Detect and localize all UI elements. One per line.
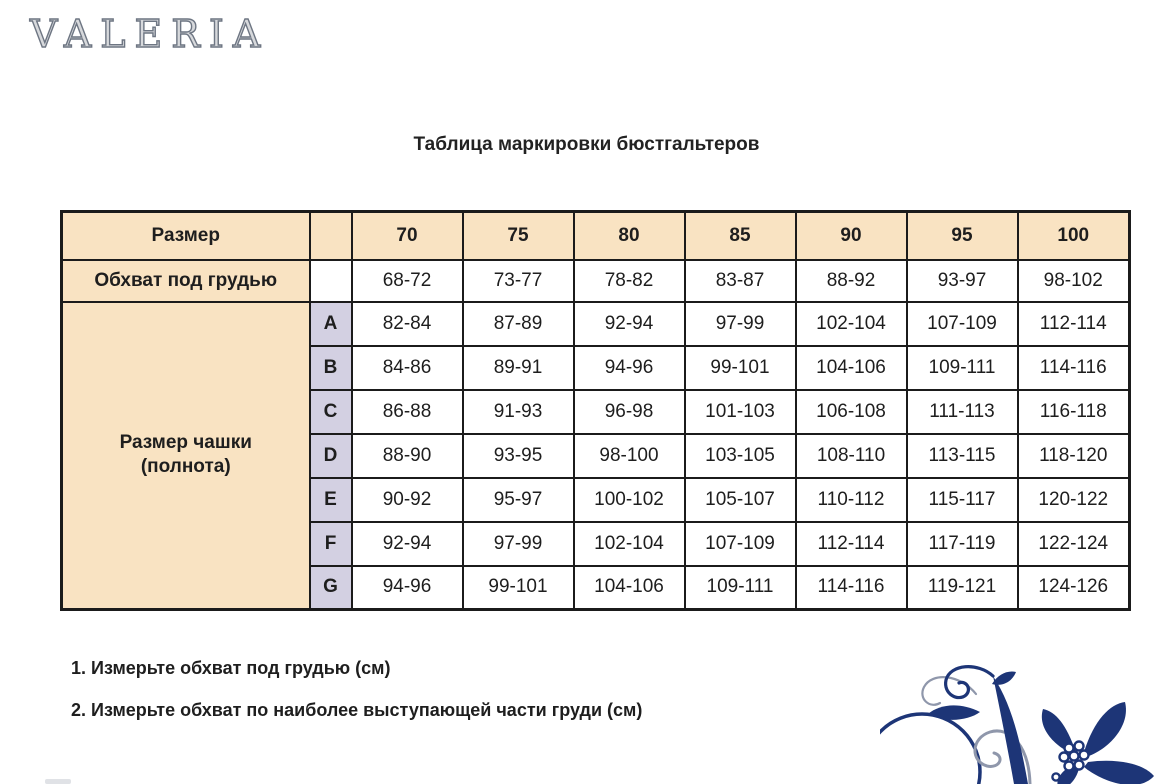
cup-letter: B bbox=[310, 346, 352, 390]
size-col-header: 100 bbox=[1018, 212, 1130, 260]
cup-value: 114-116 bbox=[796, 566, 907, 610]
size-header-row bbox=[62, 212, 1130, 260]
cup-value: 84-86 bbox=[352, 346, 463, 390]
floral-ornament bbox=[880, 660, 1173, 784]
spacer-cell bbox=[310, 260, 352, 302]
cup-value: 118-120 bbox=[1018, 434, 1130, 478]
cup-label-line1: Размер чашки bbox=[119, 432, 252, 454]
flower-petal-se bbox=[1084, 761, 1154, 784]
cup-value: 112-114 bbox=[1018, 302, 1130, 346]
ornament-leaf-top bbox=[992, 672, 1016, 685]
bra-size-chart-table bbox=[60, 210, 1131, 611]
underbust-value: 83-87 bbox=[685, 260, 796, 302]
cup-value: 91-93 bbox=[463, 390, 574, 434]
measurement-instructions bbox=[71, 659, 642, 743]
size-col-header: 85 bbox=[685, 212, 796, 260]
corner-spacer-cell bbox=[310, 212, 352, 260]
cup-value: 104-106 bbox=[574, 566, 685, 610]
cup-letter: F bbox=[310, 522, 352, 566]
cup-value: 86-88 bbox=[352, 390, 463, 434]
cup-value: 107-109 bbox=[685, 522, 796, 566]
underbust-value: 93-97 bbox=[907, 260, 1018, 302]
cup-value: 99-101 bbox=[685, 346, 796, 390]
cup-value: 93-95 bbox=[463, 434, 574, 478]
cup-value: 94-96 bbox=[574, 346, 685, 390]
cup-row-A bbox=[62, 302, 1130, 346]
cup-value: 108-110 bbox=[796, 434, 907, 478]
cup-value: 90-92 bbox=[352, 478, 463, 522]
cup-value: 119-121 bbox=[907, 566, 1018, 610]
underbust-value: 68-72 bbox=[352, 260, 463, 302]
cup-value: 88-90 bbox=[352, 434, 463, 478]
cup-letter: G bbox=[310, 566, 352, 610]
cup-value: 96-98 bbox=[574, 390, 685, 434]
cup-value: 106-108 bbox=[796, 390, 907, 434]
cup-value: 120-122 bbox=[1018, 478, 1130, 522]
cup-value: 122-124 bbox=[1018, 522, 1130, 566]
underbust-value: 88-92 bbox=[796, 260, 907, 302]
cup-value: 109-111 bbox=[685, 566, 796, 610]
cup-value: 82-84 bbox=[352, 302, 463, 346]
underbust-row-label: Обхват под грудью bbox=[62, 260, 310, 302]
flower-petal-ne bbox=[1084, 702, 1126, 757]
cup-value: 102-104 bbox=[574, 522, 685, 566]
size-col-header: 80 bbox=[574, 212, 685, 260]
size-col-header: 90 bbox=[796, 212, 907, 260]
cup-value: 105-107 bbox=[685, 478, 796, 522]
underbust-value: 98-102 bbox=[1018, 260, 1130, 302]
cup-value: 92-94 bbox=[574, 302, 685, 346]
cup-value: 98-100 bbox=[574, 434, 685, 478]
cup-letter: A bbox=[310, 302, 352, 346]
cup-size-merged-label bbox=[62, 302, 310, 610]
cup-value: 95-97 bbox=[463, 478, 574, 522]
page-title: Таблица маркировки бюстгальтеров bbox=[413, 134, 760, 155]
size-col-header: 75 bbox=[463, 212, 574, 260]
cup-value: 107-109 bbox=[907, 302, 1018, 346]
cup-value: 112-114 bbox=[796, 522, 907, 566]
cup-value: 97-99 bbox=[463, 522, 574, 566]
cup-letter: E bbox=[310, 478, 352, 522]
cup-value: 109-111 bbox=[907, 346, 1018, 390]
cup-label-line2: (полнота) bbox=[140, 456, 231, 478]
cup-value: 110-112 bbox=[796, 478, 907, 522]
underbust-value: 78-82 bbox=[574, 260, 685, 302]
cup-value: 104-106 bbox=[796, 346, 907, 390]
cup-letter: D bbox=[310, 434, 352, 478]
instruction-step-2: 2. Измерьте обхват по наиболее выступающей части груди (см) bbox=[71, 700, 643, 720]
cup-value: 124-126 bbox=[1018, 566, 1130, 610]
cup-value: 103-105 bbox=[685, 434, 796, 478]
cup-value: 99-101 bbox=[463, 566, 574, 610]
cup-value: 89-91 bbox=[463, 346, 574, 390]
brand-logo: VALERIA bbox=[30, 12, 270, 56]
cup-value: 115-117 bbox=[907, 478, 1018, 522]
cup-value: 100-102 bbox=[574, 478, 685, 522]
instruction-step-1: 1. Измерьте обхват под грудью (см) bbox=[71, 658, 391, 678]
cup-value: 87-89 bbox=[463, 302, 574, 346]
underbust-row bbox=[62, 260, 1130, 302]
ornament-circle-swirl bbox=[880, 714, 980, 784]
size-row-label: Размер bbox=[62, 212, 310, 260]
cup-value: 101-103 bbox=[685, 390, 796, 434]
size-col-header: 70 bbox=[352, 212, 463, 260]
cropped-text-fragment bbox=[45, 779, 71, 784]
cup-value: 102-104 bbox=[796, 302, 907, 346]
ornament-leaf-left bbox=[928, 705, 980, 719]
cup-value: 117-119 bbox=[907, 522, 1018, 566]
cup-value: 94-96 bbox=[352, 566, 463, 610]
cup-value: 114-116 bbox=[1018, 346, 1130, 390]
size-col-header: 95 bbox=[907, 212, 1018, 260]
ornament-stem-curl bbox=[946, 667, 993, 698]
cup-letter: C bbox=[310, 390, 352, 434]
cup-value: 111-113 bbox=[907, 390, 1018, 434]
cup-value: 113-115 bbox=[907, 434, 1018, 478]
cup-value: 92-94 bbox=[352, 522, 463, 566]
cup-value: 97-99 bbox=[685, 302, 796, 346]
underbust-value: 73-77 bbox=[463, 260, 574, 302]
cup-value: 116-118 bbox=[1018, 390, 1130, 434]
